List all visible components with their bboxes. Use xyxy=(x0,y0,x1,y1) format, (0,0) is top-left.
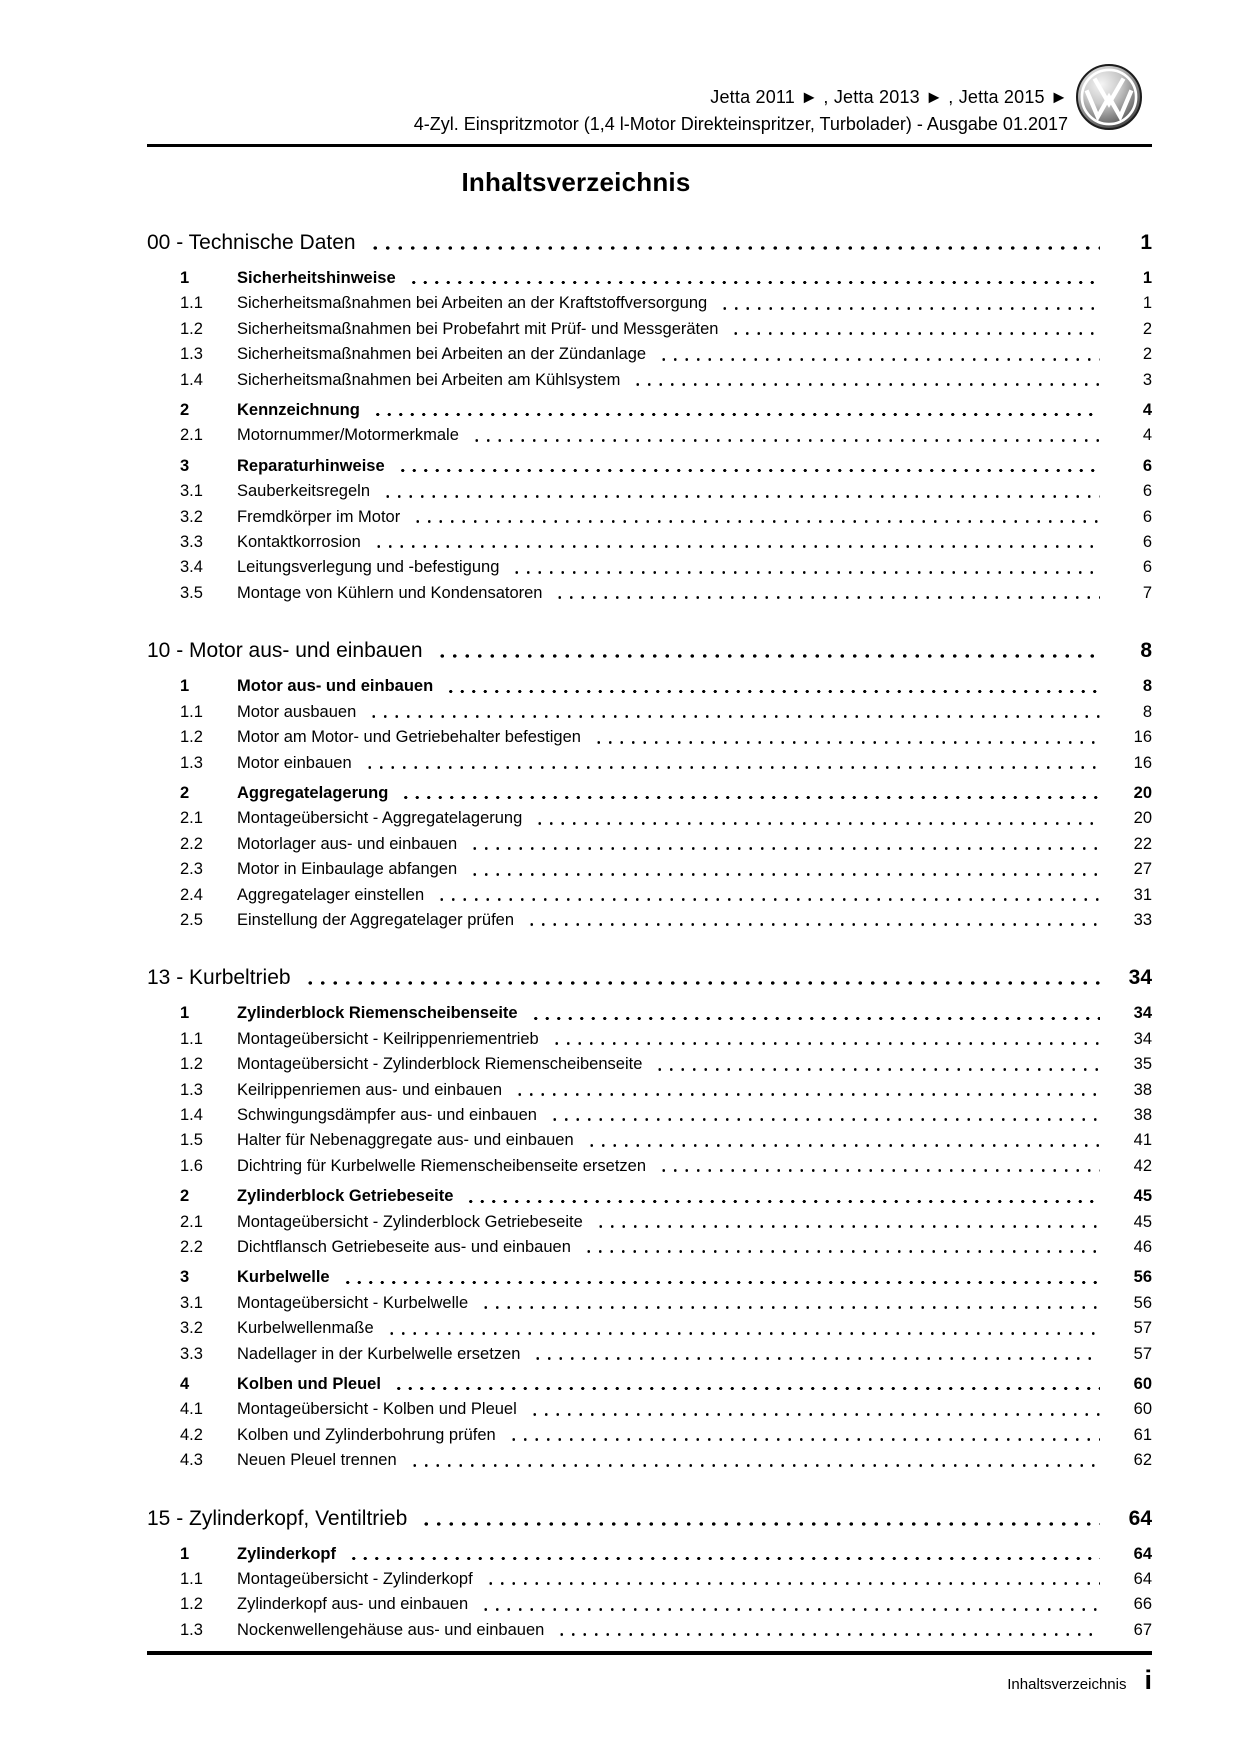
toc-entry-page-number: 42 xyxy=(1133,1156,1152,1175)
toc-entry-number: 1.5 xyxy=(180,1131,203,1150)
toc-entry-page-number: 8 xyxy=(1142,702,1152,721)
toc-entry-page-number: 3 xyxy=(1142,370,1152,389)
table-of-contents xyxy=(147,228,1152,1643)
toc-entry-page-number: 4 xyxy=(1142,401,1152,420)
toc-entry-number: 1.1 xyxy=(180,1029,203,1048)
toc-chapter-row[interactable] xyxy=(147,636,1152,666)
dotted-leader xyxy=(532,806,1100,831)
toc-entry-title: Motor ausbauen xyxy=(237,702,357,721)
dotted-leader xyxy=(398,781,1100,806)
dotted-leader xyxy=(547,1103,1100,1128)
toc-entry-row[interactable] xyxy=(147,908,1152,933)
dotted-leader xyxy=(652,1052,1100,1077)
toc-entry-row[interactable] xyxy=(147,1592,1152,1617)
toc-entry-page-number: 1 xyxy=(1142,269,1152,287)
toc-entry-row[interactable] xyxy=(147,857,1152,882)
toc-entry-number: 1 xyxy=(180,677,190,696)
toc-entry-row[interactable] xyxy=(147,1184,1152,1209)
toc-entry-title: Kolben und Pleuel xyxy=(237,1375,381,1394)
dotted-leader xyxy=(362,751,1100,776)
dotted-leader xyxy=(301,963,1100,993)
toc-chapter-page-number: 34 xyxy=(1128,966,1152,990)
toc-entry-page-number: 22 xyxy=(1133,834,1152,853)
dotted-leader xyxy=(366,228,1100,258)
toc-entry-number: 1.3 xyxy=(180,1620,203,1639)
toc-entry-number: 1.1 xyxy=(180,1570,203,1589)
toc-chapter-page-number: 8 xyxy=(1140,639,1152,663)
toc-entry-row[interactable] xyxy=(147,555,1152,580)
title-band xyxy=(147,167,1005,198)
toc-entry-title: Motor in Einbaulage abfangen xyxy=(237,860,458,879)
toc-entry-page-number: 34 xyxy=(1133,1004,1152,1023)
dotted-leader xyxy=(509,555,1100,580)
toc-entry-row[interactable] xyxy=(147,1103,1152,1128)
toc-entry-title: Zylinderblock Riemenscheibenseite xyxy=(237,1004,518,1023)
toc-entry-row[interactable] xyxy=(147,806,1152,831)
toc-entry-page-number: 6 xyxy=(1142,507,1152,526)
toc-entry-title: Keilrippenriemen aus- und einbauen xyxy=(237,1080,503,1099)
toc-entry-number: 3 xyxy=(180,1268,190,1287)
toc-entry-page-number: 57 xyxy=(1133,1319,1152,1338)
toc-entry-title: Aggregatelagerung xyxy=(237,783,389,802)
toc-entry-title: Kurbelwellenmaße xyxy=(237,1319,374,1338)
toc-entry-title: Montage von Kühlern und Kondensatoren xyxy=(237,583,543,602)
toc-entry-page-number: 6 xyxy=(1142,558,1152,577)
dotted-leader xyxy=(371,530,1100,555)
dotted-leader xyxy=(443,674,1100,699)
dotted-leader xyxy=(549,1027,1100,1052)
toc-entry-page-number: 2 xyxy=(1142,319,1152,338)
toc-entry-page-number: 57 xyxy=(1133,1344,1152,1363)
toc-entry-title: Aggregatelager einstellen xyxy=(237,885,425,904)
toc-entry-title: Kontaktkorrosion xyxy=(237,533,361,552)
toc-entry-title: Sauberkeitsregeln xyxy=(237,482,370,501)
toc-chapter-row[interactable] xyxy=(147,228,1152,258)
toc-entry-row[interactable] xyxy=(147,1154,1152,1179)
toc-entry-page-number: 20 xyxy=(1133,809,1152,828)
toc-entry-number: 2 xyxy=(180,401,190,420)
toc-entry-number: 1.1 xyxy=(180,294,203,313)
toc-entry-number: 1.3 xyxy=(180,753,203,772)
toc-entry-number: 2.1 xyxy=(180,1212,203,1231)
dotted-leader xyxy=(391,1372,1100,1397)
toc-entry-title: Motor aus- und einbauen xyxy=(237,677,434,696)
toc-entry-page-number: 6 xyxy=(1142,456,1152,475)
toc-chapter-title: 15 - Zylinderkopf, Ventiltrieb xyxy=(147,1506,408,1530)
toc-entry-title: Reparaturhinweise xyxy=(237,456,385,475)
toc-entry-page-number: 64 xyxy=(1133,1544,1152,1563)
toc-entry-page-number: 7 xyxy=(1142,583,1152,602)
toc-entry-row[interactable] xyxy=(147,781,1152,806)
toc-entry-row[interactable] xyxy=(147,1423,1152,1448)
toc-entry-number: 1 xyxy=(180,269,190,287)
dotted-leader xyxy=(467,832,1100,857)
dotted-leader xyxy=(506,1423,1100,1448)
toc-entry-row[interactable] xyxy=(147,1210,1152,1235)
dotted-leader xyxy=(552,581,1100,606)
toc-entry-title: Schwingungsdämpfer aus- und einbauen xyxy=(237,1105,537,1124)
toc-entry-row[interactable] xyxy=(147,505,1152,530)
dotted-leader xyxy=(340,1265,1100,1290)
toc-entry-title: Sicherheitsmaßnahmen bei Arbeiten am Kühlsystem xyxy=(237,370,621,389)
dotted-leader xyxy=(584,1128,1100,1153)
toc-entry-title: Montageübersicht - Aggregatelagerung xyxy=(237,809,523,828)
toc-entry-page-number: 62 xyxy=(1133,1451,1152,1470)
toc-entry-page-number: 16 xyxy=(1133,728,1152,747)
toc-chapter-title: 13 - Kurbeltrieb xyxy=(147,966,291,990)
toc-entry-number: 3.4 xyxy=(180,558,203,577)
toc-entry-number: 3.3 xyxy=(180,1344,203,1363)
toc-entry-page-number: 41 xyxy=(1133,1131,1152,1150)
page-title: Inhaltsverzeichnis xyxy=(461,167,691,197)
toc-entry-page-number: 45 xyxy=(1133,1212,1152,1231)
toc-chapter-title: 10 - Motor aus- und einbauen xyxy=(147,639,423,663)
toc-entry-number: 4.3 xyxy=(180,1451,203,1470)
toc-entry-title: Sicherheitsmaßnahmen bei Arbeiten an der Zündanlage xyxy=(237,345,647,364)
toc-entry-number: 1.4 xyxy=(180,370,203,389)
toc-entry-number: 1.2 xyxy=(180,1055,203,1074)
toc-entry-row[interactable] xyxy=(147,1235,1152,1260)
toc-entry-row[interactable] xyxy=(147,454,1152,479)
toc-entry-row[interactable] xyxy=(147,1618,1152,1643)
toc-entry-row[interactable] xyxy=(147,751,1152,776)
toc-entry-title: Sicherheitsmaßnahmen bei Probefahrt mit Prüf- und Messgeräten xyxy=(237,319,719,338)
dotted-leader xyxy=(433,636,1100,666)
toc-entry-number: 3.2 xyxy=(180,1319,203,1338)
toc-entry-row[interactable] xyxy=(147,342,1152,367)
dotted-leader xyxy=(591,725,1100,750)
dotted-leader xyxy=(463,1184,1100,1209)
header-subtitle: 4-Zyl. Einspritzmotor (1,4 l-Motor Direkteinspritzer, Turbolader) - Ausgabe 01.2017 xyxy=(413,114,1068,134)
dotted-leader xyxy=(410,505,1100,530)
toc-chapter-page-number: 1 xyxy=(1140,231,1152,254)
toc-entry-page-number: 56 xyxy=(1133,1293,1152,1312)
footer-page-number: i xyxy=(1144,1665,1152,1696)
dotted-leader xyxy=(630,368,1100,393)
dotted-leader xyxy=(370,398,1100,423)
dotted-leader xyxy=(406,266,1100,291)
toc-entry-title: Zylinderkopf xyxy=(237,1544,337,1563)
toc-entry-page-number: 35 xyxy=(1133,1055,1152,1074)
dotted-leader xyxy=(478,1291,1100,1316)
toc-entry-number: 1.2 xyxy=(180,1595,203,1614)
toc-chapter-page-number: 64 xyxy=(1128,1506,1152,1530)
toc-entry-row[interactable] xyxy=(147,700,1152,725)
toc-entry-number: 2.5 xyxy=(180,910,203,929)
toc-entry-title: Zylinderblock Getriebeseite xyxy=(237,1187,454,1206)
toc-entry-number: 1.4 xyxy=(180,1105,203,1124)
toc-entry-row[interactable] xyxy=(147,1265,1152,1290)
dotted-leader xyxy=(656,342,1100,367)
toc-entry-row[interactable] xyxy=(147,423,1152,448)
header-model-line: Jetta 2011 ► , Jetta 2013 ► , Jetta 2015 ► xyxy=(710,87,1068,107)
toc-entry-number: 2 xyxy=(180,783,190,802)
toc-chapter-row[interactable] xyxy=(147,963,1152,993)
toc-entry-row[interactable] xyxy=(147,398,1152,423)
toc-entry-row[interactable] xyxy=(147,1052,1152,1077)
dotted-leader xyxy=(467,857,1100,882)
toc-entry-title: Montageübersicht - Zylinderblock Getriebeseite xyxy=(237,1212,583,1231)
toc-entry-row[interactable] xyxy=(147,725,1152,750)
toc-entry-page-number: 4 xyxy=(1142,426,1152,445)
toc-entry-row[interactable] xyxy=(147,291,1152,316)
toc-entry-page-number: 45 xyxy=(1133,1187,1152,1206)
toc-entry-row[interactable] xyxy=(147,1316,1152,1341)
toc-entry-number: 3 xyxy=(180,456,190,475)
toc-entry-page-number: 33 xyxy=(1133,910,1152,929)
toc-entry-row[interactable] xyxy=(147,883,1152,908)
toc-entry-number: 1.3 xyxy=(180,345,203,364)
toc-entry-title: Dichtring für Kurbelwelle Riemenscheibenseite ersetzen xyxy=(237,1156,647,1175)
toc-entry-row[interactable] xyxy=(147,1027,1152,1052)
toc-entry-number: 3.2 xyxy=(180,507,203,526)
toc-entry-title: Halter für Nebenaggregate aus- und einbauen xyxy=(237,1131,574,1150)
toc-entry-title: Dichtflansch Getriebeseite aus- und einbauen xyxy=(237,1238,571,1256)
toc-entry-page-number: 64 xyxy=(1133,1570,1152,1589)
dotted-leader xyxy=(434,883,1100,908)
toc-entry-page-number: 66 xyxy=(1133,1595,1152,1614)
toc-entry-page-number: 61 xyxy=(1133,1425,1152,1444)
toc-entry-title: Einstellung der Aggregatelager prüfen xyxy=(237,910,515,929)
toc-entry-row[interactable] xyxy=(147,674,1152,699)
toc-entry-title: Sicherheitsmaßnahmen bei Arbeiten an der Kraftstoffversorgung xyxy=(237,294,708,313)
toc-entry-page-number: 60 xyxy=(1133,1375,1152,1394)
toc-entry-number: 1.1 xyxy=(180,702,203,721)
toc-entry-page-number: 2 xyxy=(1142,345,1152,364)
toc-entry-number: 1.3 xyxy=(180,1080,203,1099)
dotted-leader xyxy=(530,1342,1100,1367)
toc-entry-page-number: 20 xyxy=(1133,783,1152,802)
toc-entry-row[interactable] xyxy=(147,1542,1152,1567)
toc-entry-title: Zylinderkopf aus- und einbauen xyxy=(237,1595,469,1614)
dotted-leader xyxy=(346,1542,1100,1567)
toc-entry-number: 2.3 xyxy=(180,860,203,879)
toc-entry-title: Motornummer/Motormerkmale xyxy=(237,426,459,445)
page-header xyxy=(147,0,1152,138)
toc-entry-page-number: 16 xyxy=(1133,753,1152,772)
toc-entry-number: 4.1 xyxy=(180,1400,203,1419)
toc-entry-number: 2.2 xyxy=(180,834,203,853)
toc-entry-number: 2 xyxy=(180,1187,190,1206)
toc-entry-number: 4.2 xyxy=(180,1425,203,1444)
page-footer xyxy=(147,1667,1152,1694)
toc-entry-row[interactable] xyxy=(147,266,1152,291)
toc-entry-row[interactable] xyxy=(147,479,1152,504)
toc-entry-number: 1.2 xyxy=(180,728,203,747)
toc-entry-number: 2.1 xyxy=(180,809,203,828)
toc-entry-title: Montageübersicht - Kolben und Pleuel xyxy=(237,1400,517,1419)
toc-entry-number: 2.1 xyxy=(180,426,203,445)
toc-entry-page-number: 6 xyxy=(1142,482,1152,501)
toc-entry-number: 3.1 xyxy=(180,482,203,501)
footer-section-label: Inhaltsverzeichnis xyxy=(1007,1676,1127,1694)
dotted-leader xyxy=(407,1448,1100,1473)
toc-entry-page-number: 56 xyxy=(1133,1268,1152,1287)
toc-entry-title: Motorlager aus- und einbauen xyxy=(237,834,458,853)
toc-entry-title: Sicherheitshinweise xyxy=(237,269,396,287)
toc-entry-row[interactable] xyxy=(147,1001,1152,1026)
dotted-leader xyxy=(528,1001,1100,1026)
toc-entry-number: 1.2 xyxy=(180,319,203,338)
toc-entry-row[interactable] xyxy=(147,317,1152,342)
toc-entry-page-number: 6 xyxy=(1142,533,1152,552)
toc-entry-row[interactable] xyxy=(147,1567,1152,1592)
footer-divider xyxy=(147,1651,1152,1655)
toc-entry-row[interactable] xyxy=(147,530,1152,555)
dotted-leader xyxy=(581,1235,1100,1260)
toc-entry-row[interactable] xyxy=(147,1128,1152,1153)
toc-entry-page-number: 67 xyxy=(1133,1620,1152,1639)
dotted-leader xyxy=(717,291,1100,316)
toc-entry-row[interactable] xyxy=(147,1397,1152,1422)
dotted-leader xyxy=(554,1618,1100,1643)
dotted-leader xyxy=(593,1210,1100,1235)
dotted-leader xyxy=(527,1397,1100,1422)
toc-entry-number: 4 xyxy=(180,1375,190,1394)
dotted-leader xyxy=(656,1154,1100,1179)
toc-entry-page-number: 34 xyxy=(1133,1029,1152,1048)
toc-entry-row[interactable] xyxy=(147,1291,1152,1316)
toc-entry-number: 2.4 xyxy=(180,885,203,904)
toc-entry-number: 1 xyxy=(180,1544,190,1563)
toc-entry-row[interactable] xyxy=(147,368,1152,393)
toc-entry-title: Montageübersicht - Keilrippenriementrieb xyxy=(237,1029,539,1048)
toc-entry-number: 1 xyxy=(180,1004,190,1023)
dotted-leader xyxy=(395,454,1100,479)
toc-entry-title: Neuen Pleuel trennen xyxy=(237,1451,397,1470)
toc-entry-page-number: 60 xyxy=(1133,1400,1152,1419)
toc-entry-page-number: 38 xyxy=(1133,1080,1152,1099)
toc-entry-title: Nockenwellengehäuse aus- und einbauen xyxy=(237,1620,545,1639)
toc-entry-row[interactable] xyxy=(147,1372,1152,1397)
dotted-leader xyxy=(524,908,1100,933)
toc-entry-number: 3.1 xyxy=(180,1293,203,1312)
toc-entry-page-number: 1 xyxy=(1142,294,1152,313)
toc-entry-row[interactable] xyxy=(147,832,1152,857)
toc-entry-title: Kennzeichnung xyxy=(237,401,360,420)
header-divider xyxy=(147,144,1152,147)
toc-chapter-title: 00 - Technische Daten xyxy=(147,231,356,254)
toc-entry-number: 1.6 xyxy=(180,1156,203,1175)
toc-entry-page-number: 8 xyxy=(1142,677,1152,696)
toc-entry-title: Montageübersicht - Zylinderkopf xyxy=(237,1570,473,1589)
toc-entry-page-number: 38 xyxy=(1133,1105,1152,1124)
toc-chapter-row[interactable] xyxy=(147,1504,1152,1534)
toc-entry-page-number: 31 xyxy=(1133,885,1152,904)
toc-entry-title: Kurbelwelle xyxy=(237,1268,330,1287)
dotted-leader xyxy=(478,1592,1100,1617)
dotted-leader xyxy=(512,1078,1100,1103)
toc-entry-number: 3.5 xyxy=(180,583,203,602)
toc-entry-row[interactable] xyxy=(147,1078,1152,1103)
dotted-leader xyxy=(469,423,1100,448)
toc-entry-title: Motor einbauen xyxy=(237,753,352,772)
dotted-leader xyxy=(380,479,1100,504)
toc-entry-row[interactable] xyxy=(147,581,1152,606)
dotted-leader xyxy=(384,1316,1100,1341)
toc-entry-row[interactable] xyxy=(147,1342,1152,1367)
toc-entry-title: Kolben und Zylinderbohrung prüfen xyxy=(237,1425,496,1444)
toc-entry-number: 3.3 xyxy=(180,533,203,552)
toc-entry-title: Montageübersicht - Kurbelwelle xyxy=(237,1293,469,1312)
dotted-leader xyxy=(366,700,1100,725)
toc-entry-title: Motor am Motor- und Getriebehalter befestigen xyxy=(237,728,581,747)
toc-entry-title: Fremdkörper im Motor xyxy=(237,507,401,526)
toc-entry-title: Leitungsverlegung und -befestigung xyxy=(237,558,500,577)
toc-entry-number: 2.2 xyxy=(180,1238,203,1256)
toc-entry-title: Montageübersicht - Zylinderblock Riemenscheibenseite xyxy=(237,1055,643,1074)
toc-entry-page-number: 46 xyxy=(1133,1238,1152,1256)
toc-entry-title: Nadellager in der Kurbelwelle ersetzen xyxy=(237,1344,521,1363)
toc-entry-row[interactable] xyxy=(147,1448,1152,1473)
dotted-leader xyxy=(417,1504,1100,1534)
toc-entry-page-number: 27 xyxy=(1133,860,1152,879)
dotted-leader xyxy=(483,1567,1100,1592)
dotted-leader xyxy=(728,317,1100,342)
